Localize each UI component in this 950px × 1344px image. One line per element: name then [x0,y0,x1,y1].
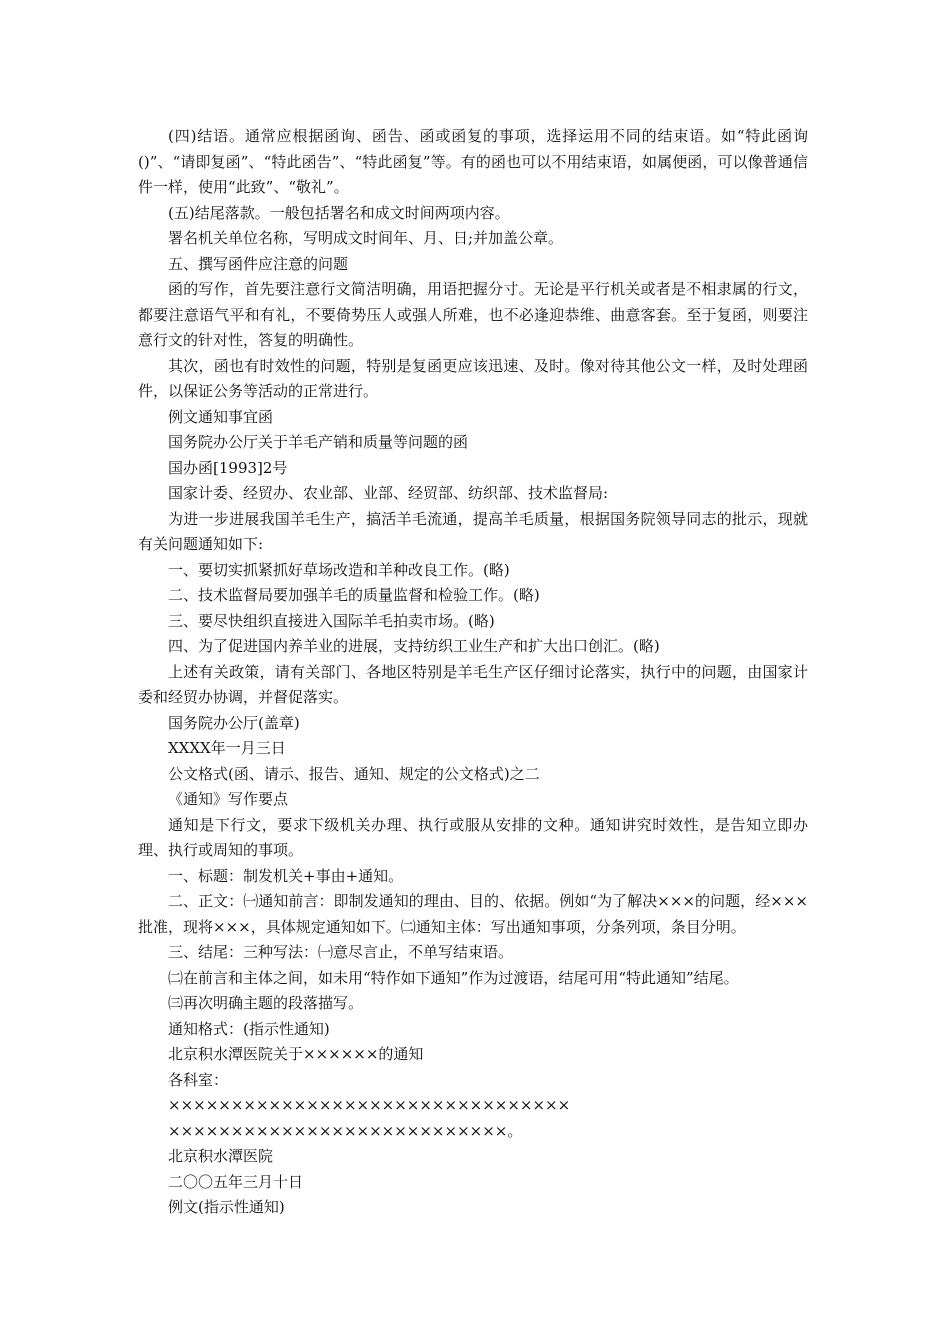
example-title: 例文通知事宜函 [168,407,274,426]
paragraph: 其次，函也有时效性的问题，特别是复函更应该迅速、及时。像对待其他公文一样，及时处理函件，以保证公务等活动的正常进行。 [138,356,808,400]
signature: 北京积水潭医院 [168,1147,274,1165]
paragraph: 上述有关政策，请有关部门、各地区特别是羊毛生产区仔细讨论落实，执行中的问题，由国家计委和经贸办协调，并督促落实。 [138,662,808,706]
section-heading: 《通知》写作要点 [168,790,289,808]
date: 二〇〇五年三月十日 [168,1172,304,1191]
paragraph: ㈢再次明确主题的段落描写。 [168,994,364,1012]
placeholder-line: ×××××××××××××××××××××××××××。 [168,1121,523,1140]
paragraph: 为进一步进展我国羊毛生产，搞活羊毛流通，提高羊毛质量，根据国务院领导同志的批示，现就有关问题通知如下: [138,509,808,553]
list-item: 一、要切实抓紧抓好草场改造和羊种改良工作。(略) [168,560,510,579]
list-item: 三、结尾：三种写法：㈠意尽言止，不单写结束语。 [168,943,514,961]
placeholder-line: ×××××××××××××××××××××××××××××××× [168,1096,571,1114]
format-heading: 通知格式：(指示性通知) [168,1019,330,1038]
paragraph: (五)结尾落款。一般包括署名和成文时间两项内容。 [168,203,510,222]
list-item: 二、技术监督局要加强羊毛的质量监督和检验工作。(略) [168,586,540,604]
paragraph: 通知是下行文，要求下级机关办理、执行或服从安排的文种。通知讲究时效性，是告知立即办理、执行或周知的事项。 [138,815,808,859]
list-item: 一、标题：制发机关+事由+通知。 [168,866,404,885]
list-item: 三、要尽快组织直接进入国际羊毛拍卖市场。(略) [168,611,495,630]
recipients: 国家计委、经贸办、农业部、业部、经贸部、纺织部、技术监督局: [168,484,609,502]
paragraph: 署名机关单位名称，写明成文时间年、月、日;并加盖公章。 [168,229,564,247]
signature: 国务院办公厅(盖章) [168,713,300,732]
paragraph: ㈡在前言和主体之间，如未用“特作如下通知”作为过渡语，结尾可用“特此通知”结尾。 [168,968,739,987]
list-item: 四、为了促进国内养羊业的进展，支持纺织工业生产和扩大出口创汇。(略) [168,637,660,655]
example-title: 例文(指示性通知) [168,1198,285,1216]
recipients: 各科室： [168,1070,229,1089]
list-item: 二、正文：㈠通知前言：即制发通知的理由、目的、依据。例如“为了解决×××的问题，经×××批准，现将×××，具体规定通知如下。㈡通知主体：写出通知事项，分条列项，条目分明。 [138,892,808,936]
letter-title: 国务院办公厅关于羊毛产销和质量等问题的函 [168,433,469,451]
paragraph: (四)结语。通常应根据函询、函告、函或函复的事项，选择运用不同的结束语。如“特此函询()”、“请即复函”、“特此函告”、“特此函复”等。有的函也可以不用结束语，如属便函，可以像普通信件一样，使用“此致”、“敬礼”。 [138,127,808,196]
document-number: 国办函[1993]2号 [168,458,288,477]
section-heading: 五、撰写函件应注意的问题 [168,254,349,273]
section-heading: 公文格式(函、请示、报告、通知、规定的公文格式)之二 [168,764,540,783]
paragraph: 函的写作，首先要注意行文简洁明确，用语把握分寸。无论是平行机关或者是不相隶属的行文，都要注意语气平和有礼，不要倚势压人或强人所难，也不必逢迎恭维、曲意客套。至于复函，则要注意行文的针对性，答复的明确性。 [138,280,808,349]
notice-title: 北京积水潭医院关于××××××的通知 [168,1045,424,1063]
date: XXXX年一月三日 [168,739,286,757]
document-body [138,124,808,1221]
